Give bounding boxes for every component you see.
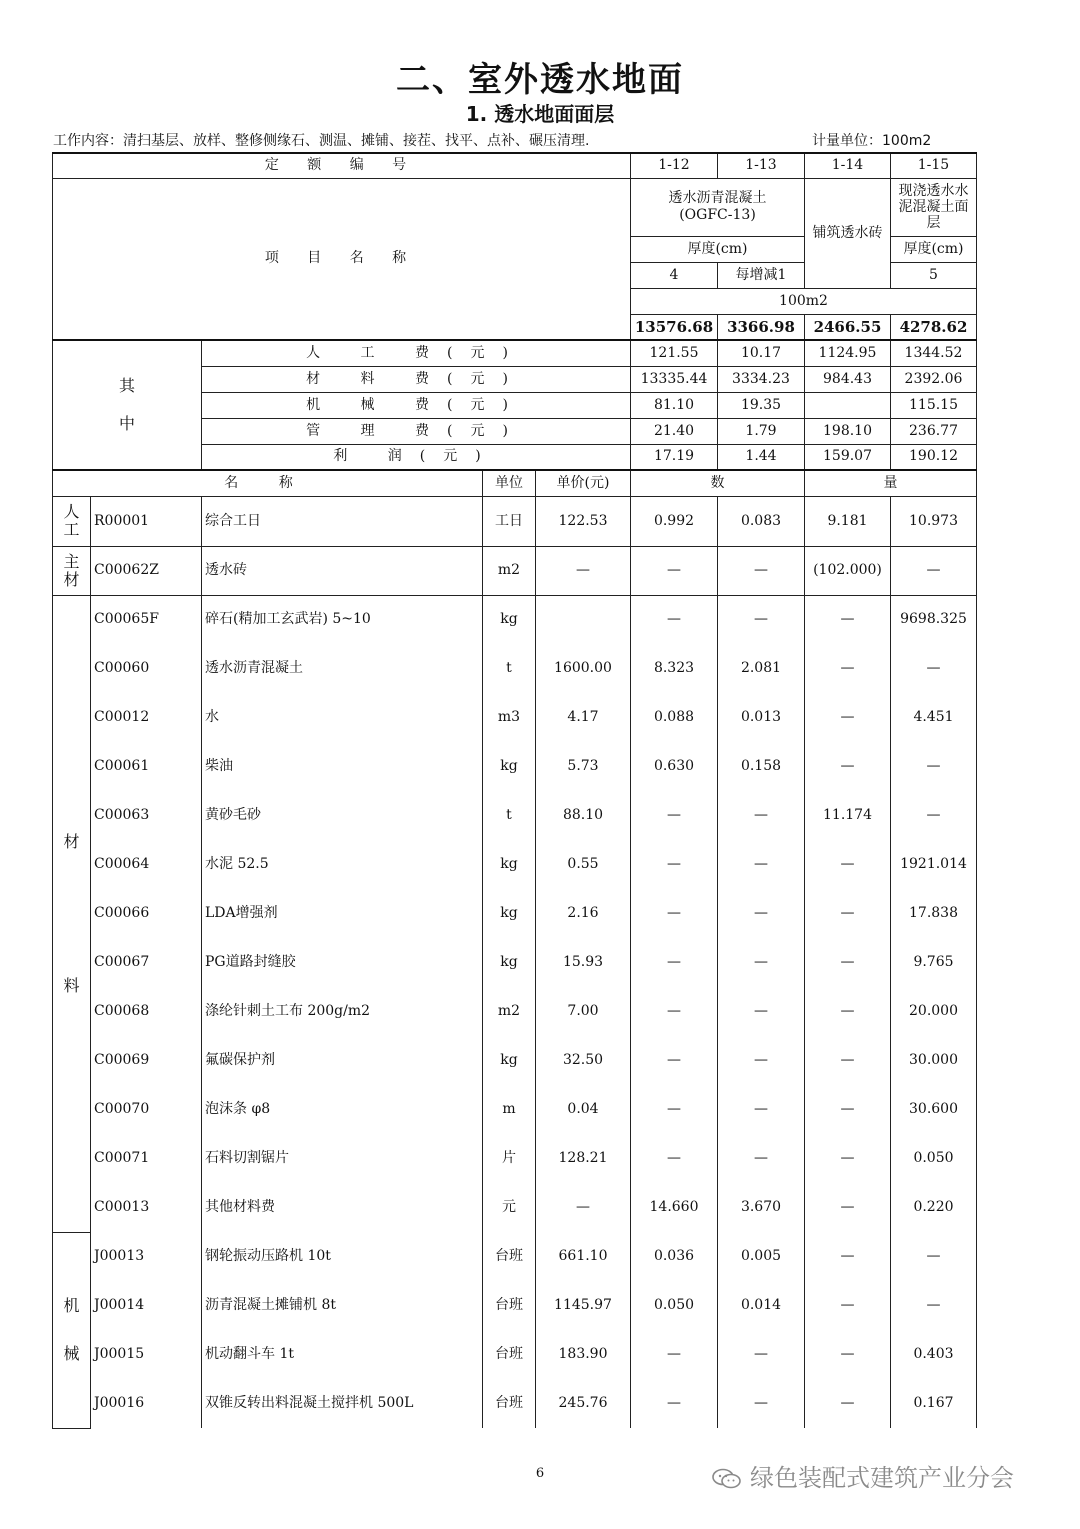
resource-code: C00060 (91, 644, 202, 693)
qty: 20.000 (891, 987, 977, 1036)
qty: — (805, 1134, 891, 1183)
resource-code: C00065F (91, 595, 202, 644)
table-row (53, 1330, 977, 1379)
qty: 9.765 (891, 938, 977, 987)
resource-code: C00068 (91, 987, 202, 1036)
qty: 3.670 (718, 1183, 805, 1232)
cost-value: 17.19 (631, 444, 718, 470)
resource-code: J00013 (91, 1232, 202, 1281)
sub-col-4: 5 (891, 262, 977, 288)
resource-price: 15.93 (536, 938, 631, 987)
resource-price: — (536, 1183, 631, 1232)
qty: — (891, 1281, 977, 1330)
resource-code: C00064 (91, 840, 202, 889)
table-row (53, 840, 977, 889)
watermark-text: 绿色装配式建筑产业分会 (750, 1464, 1014, 1492)
resource-name: 钢轮振动压路机 10t (202, 1232, 483, 1281)
resource-name: 氟碳保护剂 (202, 1036, 483, 1085)
resource-price: 0.04 (536, 1085, 631, 1134)
qty: — (718, 1330, 805, 1379)
qty: — (631, 1085, 718, 1134)
qty: — (805, 595, 891, 644)
qty: 11.174 (805, 791, 891, 840)
resource-name: 泡沫条 φ8 (202, 1085, 483, 1134)
code-1: 1-12 (631, 153, 718, 178)
work-content: 工作内容：清扫基层、放样、整修侧缘石、测温、摊铺、接茬、找平、点补、碾压清理. (53, 133, 590, 149)
cost-value: 1.44 (718, 444, 805, 470)
code-3: 1-14 (805, 153, 891, 178)
watermark (712, 1458, 1014, 1493)
table-row (53, 644, 977, 693)
qty: 0.158 (718, 742, 805, 791)
resource-code: C00012 (91, 693, 202, 742)
col3-name: 铺筑透水砖 (805, 178, 891, 288)
qty: 17.838 (891, 889, 977, 938)
qty: — (718, 1134, 805, 1183)
qty: 1921.014 (891, 840, 977, 889)
cost-value: 21.40 (631, 418, 718, 444)
resource-unit: t (483, 791, 536, 840)
resource-unit: 台班 (483, 1330, 536, 1379)
qty: — (718, 1085, 805, 1134)
cost-value: 121.55 (631, 340, 718, 366)
qty: — (805, 987, 891, 1036)
cost-value: 81.10 (631, 392, 718, 418)
resource-unit: kg (483, 840, 536, 889)
resource-price: 2.16 (536, 889, 631, 938)
resource-name: LDA增强剂 (202, 889, 483, 938)
resource-price: 88.10 (536, 791, 631, 840)
cost-value: 1124.95 (805, 340, 891, 366)
qty: 0.403 (891, 1330, 977, 1379)
resource-code: C00069 (91, 1036, 202, 1085)
qty: 30.000 (891, 1036, 977, 1085)
resource-name: PG道路封缝胶 (202, 938, 483, 987)
table-row (53, 1183, 977, 1232)
qty: — (805, 889, 891, 938)
category-main-material: 主 材 (53, 546, 91, 595)
resource-price: 1145.97 (536, 1281, 631, 1330)
qty: 0.220 (891, 1183, 977, 1232)
qty: — (718, 889, 805, 938)
qty: — (805, 693, 891, 742)
qty: 8.323 (631, 644, 718, 693)
cost-value: 13335.44 (631, 366, 718, 392)
qty: 9698.325 (891, 595, 977, 644)
cost-value: 10.17 (718, 340, 805, 366)
resource-unit: 台班 (483, 1281, 536, 1330)
qty: — (718, 840, 805, 889)
qty: — (805, 1183, 891, 1232)
cost-value: 159.07 (805, 444, 891, 470)
qty: 0.014 (718, 1281, 805, 1330)
qty: — (631, 889, 718, 938)
resource-unit: t (483, 644, 536, 693)
qty: — (891, 742, 977, 791)
table-row (53, 546, 977, 595)
resource-unit: m (483, 1085, 536, 1134)
resource-price: 128.21 (536, 1134, 631, 1183)
resource-name: 综合工日 (202, 496, 483, 546)
table-row (53, 693, 977, 742)
col4-name: 现浇透水水泥混凝土面层 (891, 178, 977, 236)
table-row (53, 1036, 977, 1085)
qty: 4.451 (891, 693, 977, 742)
code-4: 1-15 (891, 153, 977, 178)
qty: 0.088 (631, 693, 718, 742)
resource-unit: kg (483, 1036, 536, 1085)
qty: — (631, 840, 718, 889)
qty: — (631, 987, 718, 1036)
category-machinery: 机 械 (53, 1232, 91, 1428)
qty: — (891, 1232, 977, 1281)
resource-code: C00067 (91, 938, 202, 987)
resource-price: — (536, 546, 631, 595)
qty: — (631, 1134, 718, 1183)
qty: — (718, 1379, 805, 1428)
base-price-1: 13576.68 (631, 314, 718, 340)
resource-code: C00061 (91, 742, 202, 791)
resource-name: 水泥 52.5 (202, 840, 483, 889)
resource-price: 4.17 (536, 693, 631, 742)
resource-name: 其他材料费 (202, 1183, 483, 1232)
qty: — (891, 644, 977, 693)
qty: — (631, 791, 718, 840)
resource-unit: m2 (483, 987, 536, 1036)
table-row (53, 1281, 977, 1330)
qty: 9.181 (805, 496, 891, 546)
resource-price: 661.10 (536, 1232, 631, 1281)
thickness-label: 厚度(cm) (631, 236, 805, 262)
qty: — (805, 1036, 891, 1085)
resource-code: C00063 (91, 791, 202, 840)
resource-price: 0.55 (536, 840, 631, 889)
cost-label-machinery: 机 械 费(元) (202, 392, 631, 418)
qty: — (805, 1379, 891, 1428)
qty: — (631, 595, 718, 644)
resource-unit: 工日 (483, 496, 536, 546)
detail-name-header: 名 称 (53, 470, 483, 496)
qty: 0.050 (631, 1281, 718, 1330)
qty: 0.992 (631, 496, 718, 546)
qty: — (631, 1036, 718, 1085)
category-material: 材 料 (53, 595, 91, 1232)
resource-price: 7.00 (536, 987, 631, 1036)
resource-price: 1600.00 (536, 644, 631, 693)
resource-code: C00071 (91, 1134, 202, 1183)
table-row (53, 938, 977, 987)
item-name-label: 项 目 名 称 (53, 178, 631, 340)
qty: 30.600 (891, 1085, 977, 1134)
table-row (53, 595, 977, 644)
base-price-4: 4278.62 (891, 314, 977, 340)
resource-code: J00015 (91, 1330, 202, 1379)
cost-value (805, 392, 891, 418)
resource-name: 透水沥青混凝土 (202, 644, 483, 693)
quota-table (52, 152, 977, 1429)
code-2: 1-13 (718, 153, 805, 178)
resource-unit: 台班 (483, 1232, 536, 1281)
qty: 14.660 (631, 1183, 718, 1232)
wechat-icon (712, 1468, 742, 1490)
table-row (53, 1379, 977, 1428)
cost-label-material: 材 料 费(元) (202, 366, 631, 392)
qty: — (891, 546, 977, 595)
resource-price: 183.90 (536, 1330, 631, 1379)
resource-name: 机动翻斗车 1t (202, 1330, 483, 1379)
resource-code: J00014 (91, 1281, 202, 1330)
resource-unit: kg (483, 742, 536, 791)
resource-code: J00016 (91, 1379, 202, 1428)
cost-label-management: 管 理 费(元) (202, 418, 631, 444)
table-row (53, 889, 977, 938)
resource-name: 沥青混凝土摊铺机 8t (202, 1281, 483, 1330)
page-number: 6 (535, 1466, 545, 1481)
qty: 0.036 (631, 1232, 718, 1281)
resource-unit: kg (483, 938, 536, 987)
resource-name: 透水砖 (202, 546, 483, 595)
resource-name: 涤纶针刺土工布 200g/m2 (202, 987, 483, 1036)
qty: — (805, 840, 891, 889)
qty: — (805, 1085, 891, 1134)
qty: — (805, 1281, 891, 1330)
resource-name: 黄砂毛砂 (202, 791, 483, 840)
cost-value: 2392.06 (891, 366, 977, 392)
base-price-2: 3366.98 (718, 314, 805, 340)
detail-qty-header-right: 量 (805, 470, 977, 496)
qty: — (631, 1330, 718, 1379)
qty: 0.050 (891, 1134, 977, 1183)
resource-code: C00066 (91, 889, 202, 938)
qty: — (805, 742, 891, 791)
resource-price: 5.73 (536, 742, 631, 791)
code-label: 定 额 编 号 (53, 153, 631, 178)
resource-unit: 元 (483, 1183, 536, 1232)
resource-name: 石料切割锯片 (202, 1134, 483, 1183)
resource-code: C00013 (91, 1183, 202, 1232)
resource-code: C00070 (91, 1085, 202, 1134)
qty: 10.973 (891, 496, 977, 546)
cost-label-profit: 利 润(元) (202, 444, 631, 470)
cost-value: 3334.23 (718, 366, 805, 392)
resource-name: 双锥反转出料混凝土搅拌机 500L (202, 1379, 483, 1428)
sub-col-1: 4 (631, 262, 718, 288)
resource-price: 122.53 (536, 496, 631, 546)
resource-unit: m2 (483, 546, 536, 595)
detail-qty-header-left: 数 (631, 470, 805, 496)
base-price-3: 2466.55 (805, 314, 891, 340)
unit-row: 100m2 (631, 288, 977, 314)
cost-value: 1344.52 (891, 340, 977, 366)
qty: — (631, 1379, 718, 1428)
table-row (53, 987, 977, 1036)
detail-price-header: 单价(元) (536, 470, 631, 496)
category-labor: 人 工 (53, 496, 91, 546)
resource-code: R00001 (91, 496, 202, 546)
resource-name: 水 (202, 693, 483, 742)
resource-unit: m3 (483, 693, 536, 742)
qty: 0.630 (631, 742, 718, 791)
resource-name: 碎石(精加工玄武岩) 5~10 (202, 595, 483, 644)
section-subtitle: 1. 透水地面面层 (465, 102, 615, 126)
qty: 2.081 (718, 644, 805, 693)
qty: — (718, 546, 805, 595)
qty: — (805, 1330, 891, 1379)
qty: — (718, 791, 805, 840)
qty: 0.167 (891, 1379, 977, 1428)
qty: 0.013 (718, 693, 805, 742)
resource-unit: kg (483, 595, 536, 644)
qty: — (805, 938, 891, 987)
resource-price (536, 595, 631, 644)
page-title: 二、室外透水地面 (396, 60, 684, 100)
cost-value: 115.15 (891, 392, 977, 418)
col1-name: 透水沥青混凝土 (OGFC-13) (631, 178, 805, 236)
qty: — (805, 1232, 891, 1281)
resource-name: 柴油 (202, 742, 483, 791)
cost-value: 19.35 (718, 392, 805, 418)
measure-unit: 计量单位：100m2 (812, 133, 932, 149)
cost-label-labor: 人 工 费(元) (202, 340, 631, 366)
table-row (53, 791, 977, 840)
cost-value: 190.12 (891, 444, 977, 470)
cost-breakdown-label: 其 中 (53, 340, 202, 470)
resource-unit: 台班 (483, 1379, 536, 1428)
table-row (53, 496, 977, 546)
resource-price: 32.50 (536, 1036, 631, 1085)
qty: — (631, 938, 718, 987)
table-row (53, 1134, 977, 1183)
table-row (53, 1232, 977, 1281)
qty: — (631, 546, 718, 595)
sub-col-2: 每增减1 (718, 262, 805, 288)
qty: — (718, 938, 805, 987)
resource-code: C00062Z (91, 546, 202, 595)
cost-value: 1.79 (718, 418, 805, 444)
qty: — (718, 987, 805, 1036)
cost-value: 236.77 (891, 418, 977, 444)
qty: (102.000) (805, 546, 891, 595)
thickness-label-4: 厚度(cm) (891, 236, 977, 262)
table-row (53, 742, 977, 791)
qty: — (891, 791, 977, 840)
resource-unit: kg (483, 889, 536, 938)
table-row (53, 1085, 977, 1134)
detail-unit-header: 单位 (483, 470, 536, 496)
qty: — (718, 1036, 805, 1085)
qty: — (718, 595, 805, 644)
resource-unit: 片 (483, 1134, 536, 1183)
qty: 0.083 (718, 496, 805, 546)
cost-value: 984.43 (805, 366, 891, 392)
qty: — (805, 644, 891, 693)
cost-value: 198.10 (805, 418, 891, 444)
resource-price: 245.76 (536, 1379, 631, 1428)
qty: 0.005 (718, 1232, 805, 1281)
